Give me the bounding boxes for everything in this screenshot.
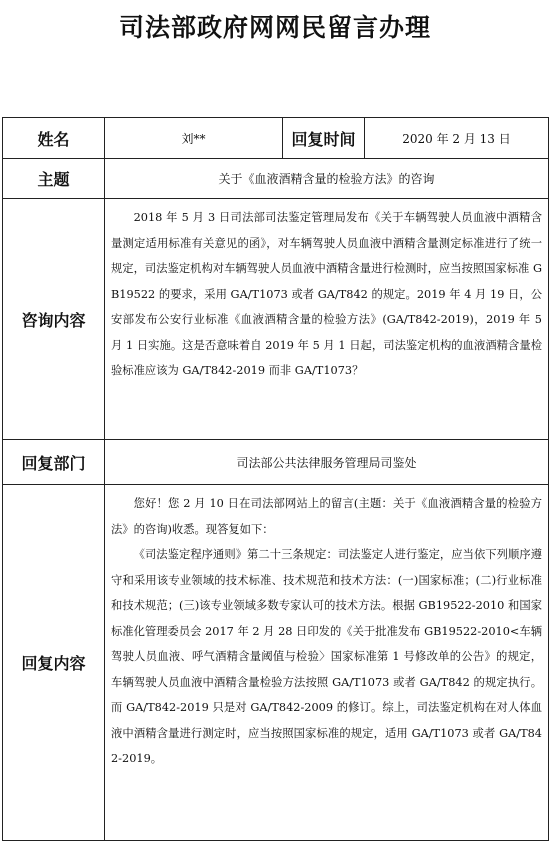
reply-row <box>3 485 549 841</box>
reply-content <box>105 485 549 841</box>
inquiry-paragraph: 2018 年 5 月 3 日司法部司法鉴定管理局发布《关于车辆驾驶人员血液中酒精含量测定适用标准有关意见的函》，对车辆驾驶人员血液中酒精含量测定标准进行了统一规定，司法鉴定机构对车辆驾驶人员血液中酒精含量进行检测时，应当按照国家标准 GB19522 的要求，采用 GA/T1073 或者 GA/T842 的规定。2019 年 4 月 19 日，公安部发布公安行业标准《血液酒精含量的检验方法》(GA/T842-2019)，2019 年 5 月 1 日实施。这是否意味着自 2019 年 5 月 1 日起，司法鉴定机构的血液酒精含量检验标准应该为 GA/T842-2019 而非 GA/T1073？ <box>111 211 542 377</box>
inquiry-row <box>3 199 549 440</box>
reply-time-value: 2020 年 2 月 13 日 <box>365 118 549 159</box>
reply-time-label: 回复时间 <box>283 118 365 159</box>
dept-label: 回复部门 <box>3 440 105 485</box>
inquiry-label: 咨询内容 <box>3 199 105 440</box>
dept-row <box>3 440 549 485</box>
reply-label: 回复内容 <box>3 485 105 841</box>
dept-value: 司法部公共法律服务管理局司鉴处 <box>105 440 549 485</box>
subject-value: 关于《血液酒精含量的检验方法》的咨询 <box>105 159 549 199</box>
reply-paragraph: 《司法鉴定程序通则》第二十三条规定：司法鉴定人进行鉴定，应当依下列顺序遵守和采用该专业领域的技术标准、技术规范和技术方法：(一)国家标准；(二)行业标准和技术规范；(三)该专业领域多数专家认可的技术方法。根据 GB19522-2010 和国家标准化管理委员会 2017 年 2 月 28 日印发的《关于批准发布 GB19522-2010<车辆驾驶人员血液、呼气酒精含量阈值与检验〉国家标准第 1 号修改单的公告》的规定，车辆驾驶人员血液中酒精含量检验方法按照 GA/T1073 或者 GA/T842 的规定执行。而 GA/T842-2019 只是对 GA/T842-2009 的修订。综上，司法鉴定机构在对人体血液中酒精含量进行测定时，应当按照国家标准的规定，适用 GA/T1073 或者 GA/T842-2019。 <box>111 548 542 765</box>
page-title: 司法部政府网网民留言办理 <box>118 13 431 42</box>
name-row <box>3 118 549 159</box>
inquiry-content <box>105 199 549 440</box>
name-label: 姓名 <box>3 118 105 159</box>
name-value: 刘** <box>105 118 283 159</box>
inquiry-form-table <box>2 117 549 841</box>
subject-row <box>3 159 549 199</box>
subject-label: 主题 <box>3 159 105 199</box>
reply-paragraph: 您好！您 2 月 10 日在司法部网站上的留言(主题：关于《血液酒精含量的检验方法》的咨询)收悉。现答复如下： <box>111 497 542 536</box>
